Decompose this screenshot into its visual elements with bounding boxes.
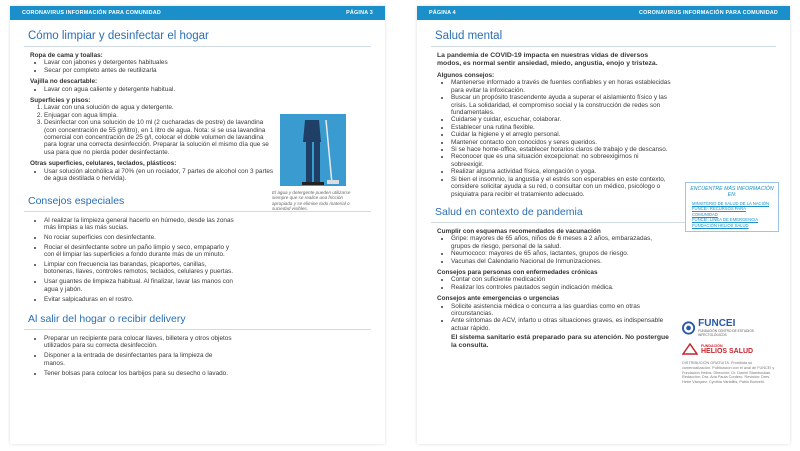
- figure-caption: El agua y detergente pueden utilizarse siempre que se realice una fricción apropiada y se elimine todo material o suciedad visibles.: [272, 190, 351, 212]
- list-item: • Solicite asistencia médica o concurra a las guardias como en otras circunstancias.: [451, 303, 672, 318]
- list-item: • No rociar superficies con desinfectante.: [44, 234, 235, 241]
- list-item: • Buscar un propósito trascendente ayuda a superar el aislamiento físico y las crisis. La solidaridad, el compromiso social y la construcción de redes son fundamentales.: [451, 94, 672, 116]
- list-item: • Tener bolsas para colocar los barbijos para su desecho o lavado.: [44, 370, 235, 377]
- list-item: • Reconocer que es una situación excepcional: no sobreexigirnos ni sobreexigir.: [451, 153, 672, 168]
- list-item: • Neumococo: mayores de 65 años, lactantes, grupos de riesgo.: [451, 250, 672, 257]
- group-heading: Superficies y pisos:: [30, 97, 91, 105]
- info-link[interactable]: FUNDACIÓN HELIOS SALUD: [692, 222, 749, 228]
- cleaning-figure-illustration: [280, 114, 346, 229]
- list-item: • Establecer una rutina flexible.: [451, 124, 672, 131]
- funcei-logo: [682, 318, 778, 337]
- section-title-cleaning: Cómo limpiar y desinfectar el hogar: [28, 30, 209, 42]
- bullet-list: [30, 59, 275, 74]
- list-item: • Usar solución alcohólica al 70% (en un rociador, 7 partes de alcohol con 3 partes de agua destilada o hervida).: [44, 168, 275, 183]
- group-heading: Ropa de cama y toallas:: [30, 52, 103, 59]
- list-item: • Preparar un recipiente para colocar llaves, billetera y otros objetos utilizados para su correcta desinfección.: [44, 335, 235, 350]
- section-title-delivery: Al salir del hogar o recibir delivery: [28, 313, 186, 326]
- info-link[interactable]: MINISTERIO DE SALUD DE LA NACIÓN: [692, 201, 770, 206]
- list-item: 3. Desinfectar con una solución de 10 ml (2 cucharadas de postre) de lavandina (con concentración de 55 gr/litro), en 1 litro de agua. Nota: si se usa lavandina comercial con concentración de 25 g/l, colocar el doble volumen de lavandina para lograr una correcta desinfección. Preparar la solución el mismo día que se usa para que no pierda poder desinfectante.: [44, 119, 275, 156]
- header-title: CORONAVIRUS INFORMACIÓN PARA COMUNIDAD: [22, 10, 161, 16]
- funcei-logo-icon: [682, 321, 695, 335]
- bullet-list: [30, 217, 235, 304]
- lead-paragraph: La pandemia de COVID-19 impacta en nuestras vidas de diversos modos, es normal sentir ansiedad, miedo, angustia, enojo y tristeza.: [437, 52, 658, 67]
- numbered-list: [30, 104, 275, 156]
- bullet-list: [30, 335, 235, 377]
- list-item: • Si se hace home-office, establecer horarios claros de trabajo y de descanso.: [451, 146, 672, 153]
- logos-area: [682, 318, 778, 385]
- delivery-body: [10, 335, 385, 377]
- helios-logo: [682, 343, 778, 355]
- group-heading: Vajilla no descartable:: [30, 78, 98, 86]
- bullet-list: [437, 235, 672, 265]
- section-title-pandemic-health: Salud en contexto de pandemia: [435, 205, 583, 218]
- info-link[interactable]: FUNCEI: RECURSOS PARA COMUNIDAD: [692, 206, 746, 217]
- list-item: • Cuidar la higiene y el arreglo personal.: [451, 131, 672, 138]
- list-item: • Mantener contacto con conocidos y seres queridos.: [451, 139, 672, 146]
- section-title-mental-health: Salud mental: [435, 30, 503, 42]
- list-item: • Evitar salpicaduras en el rostro.: [44, 296, 235, 303]
- helios-fundacion: FUNDACIÓN: [701, 343, 723, 348]
- list-item: • Lavar con agua caliente y detergente habitual.: [44, 86, 275, 93]
- funcei-subtitle: FUNDACIÓN CENTRO DE ESTUDIOS INFECTOLÓGICOS: [698, 329, 754, 337]
- list-item: • Secar por completo antes de reutilizarla: [44, 67, 275, 74]
- bullet-list: [437, 276, 672, 291]
- group-heading: Algunos consejos:: [437, 72, 495, 79]
- list-item: • Al realizar la limpieza general hacerlo en húmedo, desde las zonas más limpias a las más sucias.: [44, 217, 235, 232]
- page-header: [417, 6, 790, 20]
- page-number: PÁGINA 3: [346, 10, 373, 16]
- list-item: • Gripe: mayores de 65 años, niños de 6 meses a 2 años, embarazadas, grupos de riesgo, personal de la salud.: [451, 235, 672, 250]
- page-4: [417, 6, 790, 444]
- bullet-list: [30, 86, 275, 93]
- list-item: • Cuidarse y cuidar, escuchar, colaborar.: [451, 116, 672, 123]
- funcei-name: FUNCEI: [698, 318, 736, 329]
- group-heading: Consejos para personas con enfermedades crónicas: [437, 268, 598, 276]
- list-item: • Disponer a la entrada de desinfectantes para la limpieza de manos.: [44, 352, 235, 367]
- helios-name: HELIOS SALUD: [701, 347, 754, 355]
- list-item: • Contar con suficiente medicación: [451, 276, 672, 283]
- info-link[interactable]: FUNCEI: LINEA DE EMERGENCIA: [692, 217, 759, 223]
- mental-health-body: [417, 52, 790, 198]
- list-item: • Realizar los controles pautados según indicación médica.: [451, 284, 672, 291]
- list-item: • Lavar con jabones y detergentes habituales: [44, 59, 275, 66]
- helios-logo-icon: [682, 343, 698, 355]
- bullet-list: [437, 303, 672, 333]
- group-heading: Otras superficies, celulares, teclados, plásticos:: [30, 160, 177, 168]
- header-title: CORONAVIRUS INFORMACIÓN PARA COMUNIDAD: [639, 10, 778, 16]
- list-item: • Usar guantes de limpieza habitual. Al finalizar, lavar las manos con agua y jabón.: [44, 278, 235, 293]
- bullet-list: [437, 79, 672, 198]
- list-item: 2. Enjuagar con agua limpia.: [44, 112, 275, 119]
- list-item: • Realizar alguna actividad física, elongación o yoga.: [451, 168, 672, 175]
- closing-statement: El sistema sanitario está preparado para su atención. No postergue la consulta.: [451, 334, 669, 350]
- group-heading: Consejos ante emergencias o urgencias: [437, 295, 560, 303]
- tips-body: [10, 217, 385, 304]
- list-item: 1. Lavar con una solución de agua y detergente.: [44, 104, 275, 111]
- list-item: • Si bien el insomnio, la angustia y el estrés son esperables en este contexto, considere solicitar ayuda a su red, o consultar con un médico, psicólogo o psiquiatra para recibir el tratamiento adecuado.: [451, 176, 672, 198]
- page-number: PÁGINA 4: [429, 10, 456, 16]
- list-item: • Rociar el desinfectante sobre un paño limpio y seco, empaparlo y con él limpiar las superficies a fondo durante más de un minuto.: [44, 244, 235, 259]
- fine-print: DISTRIBUCIÓN GRATUITA. Prohibida su comercialización. Publicación con el aval de FUNCEI y Fundación Helios. Dirección: Dr. Daniel Stamboulian. Redacción: Dra. Ana Paula Cordero. Revisión: Dres. Hebe Vázquez, Cynthia Vartalitis, Pablo Bonvehí.: [682, 361, 775, 385]
- bullet-list: [30, 168, 275, 183]
- divider: [24, 329, 371, 330]
- divider: [24, 46, 371, 47]
- list-item: • Limpiar con frecuencia las barandas, picaportes, canillas, botoneras, llaves, controles remotos, teclados, celulares y puertas.: [44, 261, 235, 276]
- divider: [431, 46, 776, 47]
- page-3: [10, 6, 385, 444]
- list-item: • Vacunas del Calendario Nacional de Inmunizaciones.: [451, 258, 672, 265]
- page-header: [10, 6, 385, 20]
- group-heading: Cumplir con esquemas recomendados de vacunación: [437, 227, 601, 235]
- section-title-tips: Consejos especiales: [28, 194, 125, 207]
- list-item: • Ante síntomas de ACV, infarto u otras situaciones graves, es indispensable actuar rápido.: [451, 317, 672, 332]
- list-item: • Mantenerse informado a través de fuentes confiables y en horas establecidas para evitar la infoxicación.: [451, 79, 672, 94]
- info-box-title: ENCUENTRE MÁS INFORMACIÓN EN:: [690, 186, 774, 198]
